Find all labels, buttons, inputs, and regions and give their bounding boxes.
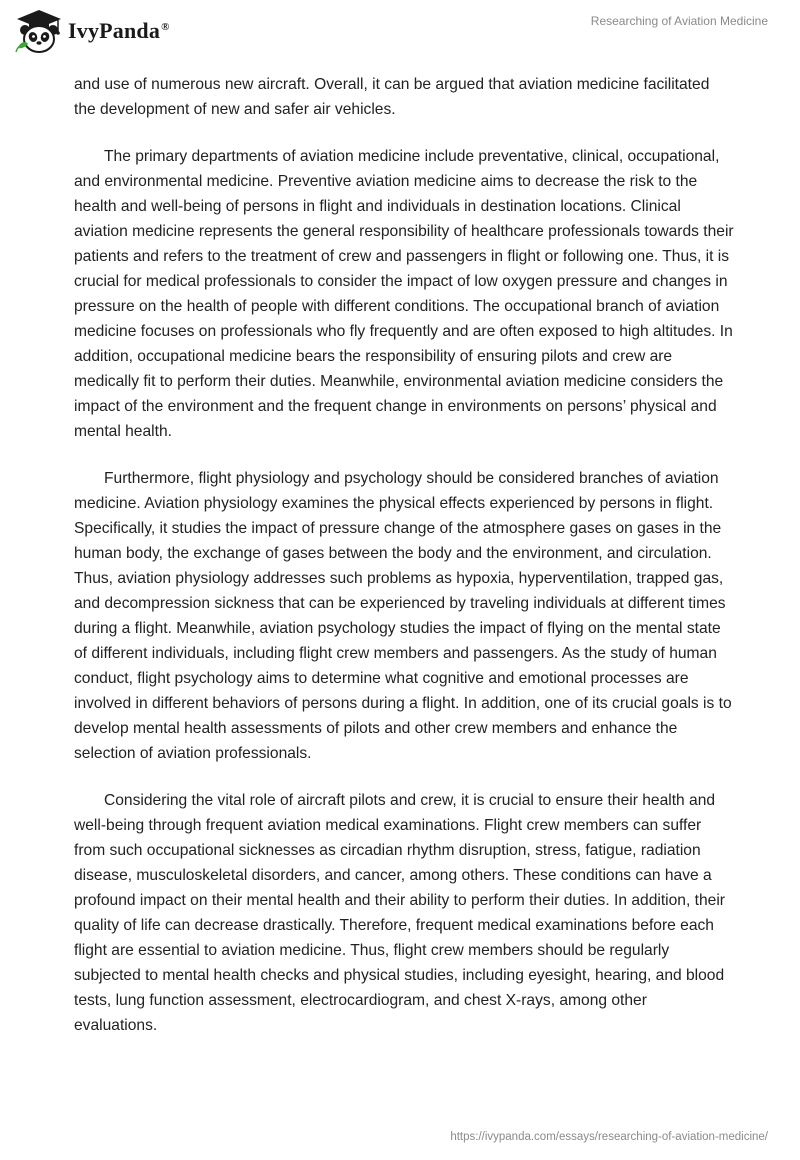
paragraph-departments: The primary departments of aviation medicine include preventative, clinical, occupational, and environmental medicine. Preventive aviation medicine aims to decrease the risk to the health and well-being of persons in flight and individuals in destination locations. Clinical aviation medicine represents the general responsibility of healthcare professionals towards their patients and refers to the treatment of crew and passengers in flight or following one. Thus, it is crucial for medical professionals to consider the impact of low oxygen pressure and changes in pressure on the health of people with different conditions. The occupational branch of aviation medicine focuses on professionals who fly frequently and are often exposed to high altitudes. In addition, occupational medicine bears the responsibility of ensuring pilots and crew are medically fit to perform their duties. Meanwhile, environmental aviation medicine considers the impact of the environment and the frequent change in environments on persons’ physical and mental health. <box>74 148 734 440</box>
ivypanda-logo-link[interactable] <box>14 8 170 54</box>
brand-name: IvyPanda® <box>68 18 170 43</box>
paragraph-physiology-psychology: Furthermore, flight physiology and psychology should be considered branches of aviation medicine. Aviation physiology examines the physical effects experienced by persons in flight. Specifically, it studies the impact of pressure change of the atmosphere gases on gases in the human body, the exchange of gases between the body and the environment, and circulation. Thus, aviation physiology addresses such problems as hypoxia, hyperventilation, trapped gas, and decompression sickness that can be experienced by traveling individuals at different times during a flight. Meanwhile, aviation psychology studies the impact of flying on the mental state of different individuals, including flight crew members and passengers. As the study of human conduct, flight psychology aims to determine what cognitive and emotional processes are involved in different behaviors of persons during a flight. In addition, one of its crucial goals is to develop mental health assessments of pilots and other crew members and enhance the selection of aviation professionals. <box>74 470 732 762</box>
source-url-link[interactable]: https://ivypanda.com/essays/researching-of-aviation-medicine/ <box>450 1131 768 1143</box>
page-header <box>0 0 800 60</box>
essay-body <box>74 72 734 1060</box>
paragraph-medical-examinations: Considering the vital role of aircraft pilots and crew, it is crucial to ensure their health and well-being through frequent aviation medical examinations. Flight crew members can suffer from such occupational sicknesses as circadian rhythm disruption, stress, fatigue, radiation disease, musculoskeletal disorders, and cancer, among others. These conditions can have a profound impact on their mental health and their ability to perform their duties. In addition, their quality of life can decrease drastically. Therefore, frequent medical examinations before each flight are essential to aviation medicine. Thus, flight crew members should be regularly subjected to mental health checks and physical studies, including eyesight, hearing, and blood tests, lung function assessment, electrocardiogram, and chest X-rays, among other evaluations. <box>74 792 725 1034</box>
panda-graduation-cap-icon <box>14 8 64 54</box>
paragraph-continuation: and use of numerous new aircraft. Overall, it can be argued that aviation medicine facilitated the development of new and safer air vehicles. <box>74 76 710 118</box>
document-title: Researching of Aviation Medicine <box>590 14 768 28</box>
registered-mark: ® <box>161 20 170 33</box>
